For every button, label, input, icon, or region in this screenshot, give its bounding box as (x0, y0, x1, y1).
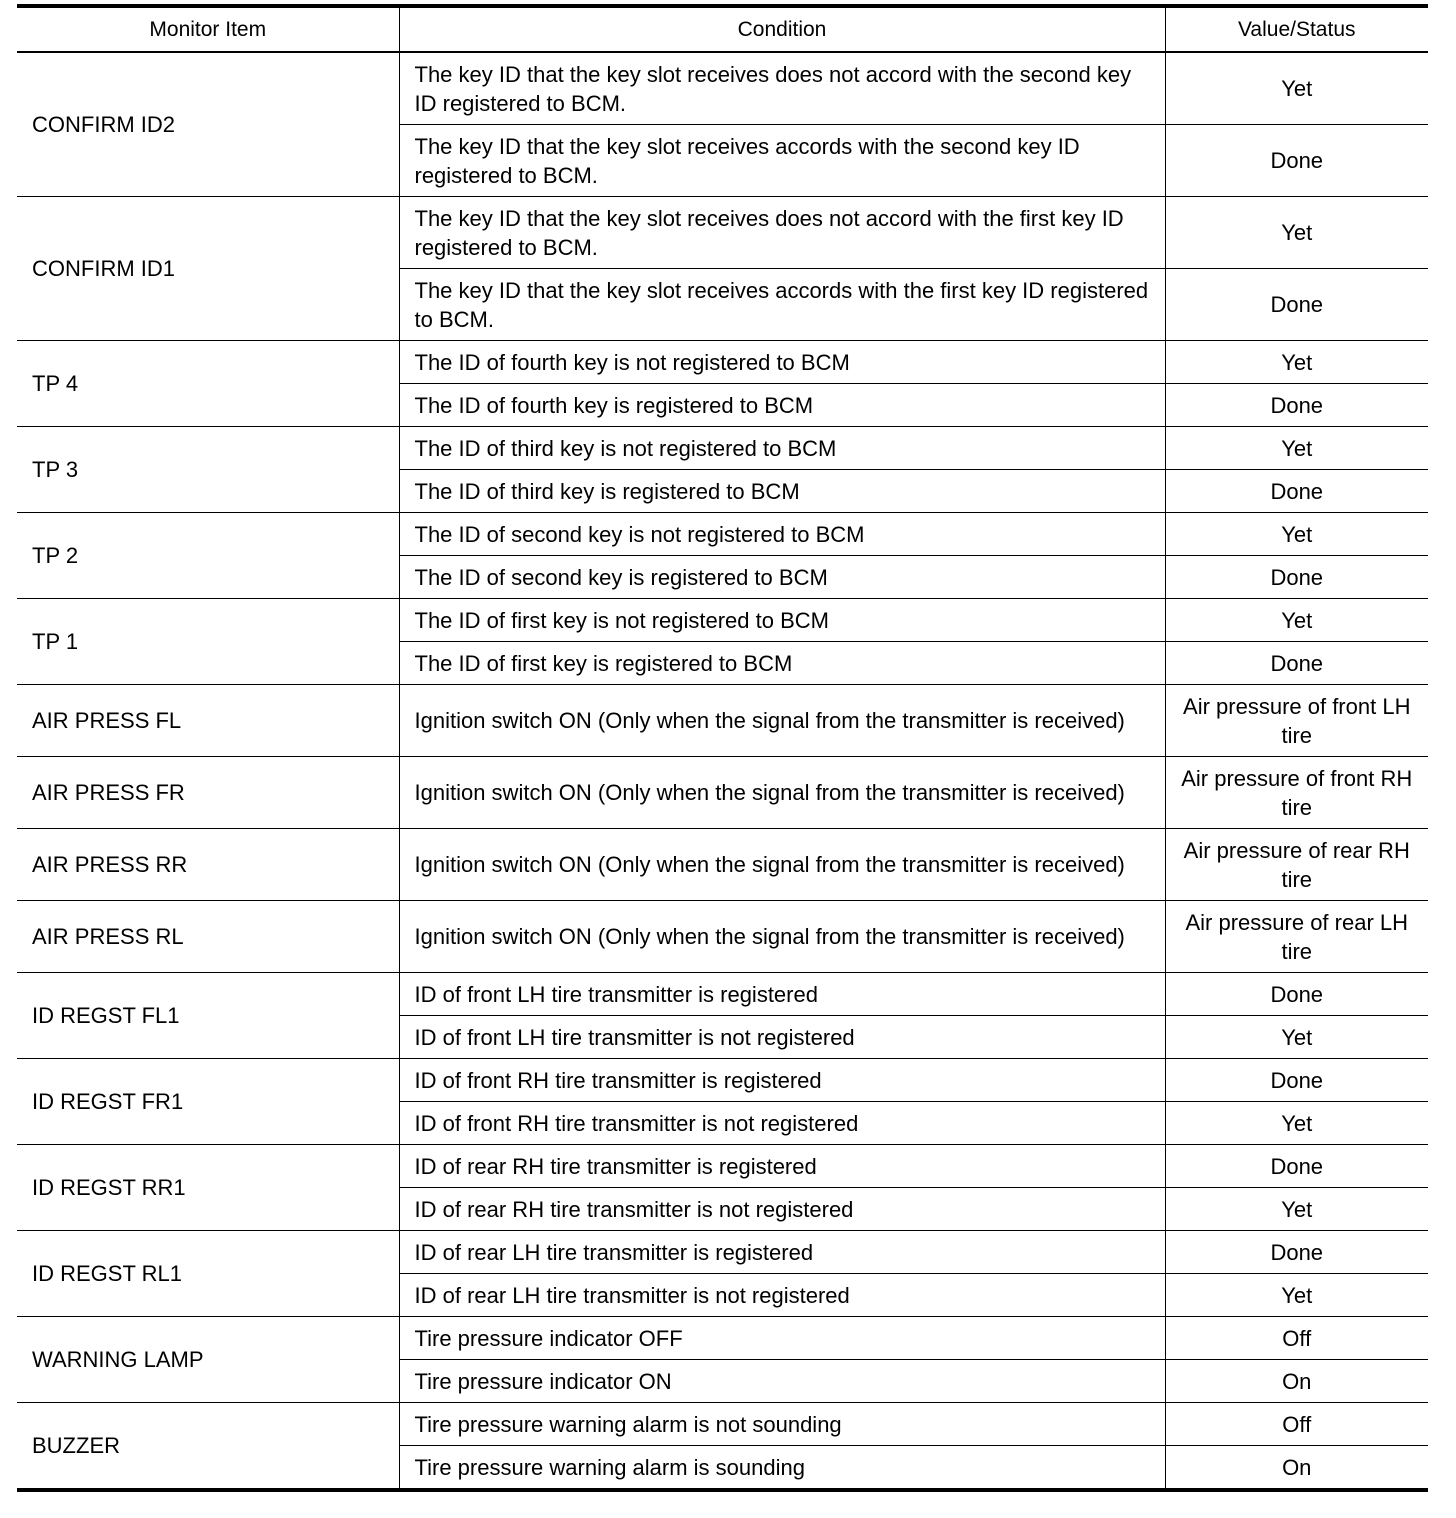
table-row (17, 1145, 1428, 1188)
condition-cell: ID of rear RH tire transmitter is not registered (399, 1188, 1165, 1231)
table-row (17, 197, 1428, 269)
monitor-table (17, 4, 1428, 1492)
value-status-cell: Done (1165, 1145, 1428, 1188)
monitor-item-cell: CONFIRM ID2 (17, 52, 399, 197)
value-status-cell: Off (1165, 1317, 1428, 1360)
monitor-item-cell: ID REGST FL1 (17, 973, 399, 1059)
table-row (17, 1317, 1428, 1360)
condition-cell: Tire pressure indicator ON (399, 1360, 1165, 1403)
table-row (17, 685, 1428, 757)
condition-cell: The key ID that the key slot receives does not accord with the first key ID registered to BCM. (399, 197, 1165, 269)
condition-cell: Ignition switch ON (Only when the signal from the transmitter is received) (399, 829, 1165, 901)
monitor-item-cell: ID REGST FR1 (17, 1059, 399, 1145)
value-status-cell: Done (1165, 1059, 1428, 1102)
table-body (17, 52, 1428, 1490)
condition-cell: Tire pressure warning alarm is sounding (399, 1446, 1165, 1491)
monitor-item-cell: AIR PRESS RR (17, 829, 399, 901)
monitor-item-cell: TP 2 (17, 513, 399, 599)
value-status-cell: Done (1165, 470, 1428, 513)
condition-cell: The key ID that the key slot receives accords with the first key ID registered to BCM. (399, 269, 1165, 341)
condition-cell: The ID of second key is not registered to BCM (399, 513, 1165, 556)
value-status-cell: Yet (1165, 599, 1428, 642)
value-status-cell: Done (1165, 556, 1428, 599)
value-status-cell: Air pressure of rear LH tire (1165, 901, 1428, 973)
value-status-cell: Yet (1165, 1274, 1428, 1317)
value-status-cell: Air pressure of front RH tire (1165, 757, 1428, 829)
value-status-cell: Yet (1165, 52, 1428, 125)
condition-cell: Ignition switch ON (Only when the signal from the transmitter is received) (399, 685, 1165, 757)
value-status-cell: Done (1165, 642, 1428, 685)
table-row (17, 52, 1428, 125)
value-status-cell: Done (1165, 269, 1428, 341)
monitor-item-cell: TP 3 (17, 427, 399, 513)
condition-cell: ID of rear LH tire transmitter is registered (399, 1231, 1165, 1274)
value-status-cell: Air pressure of front LH tire (1165, 685, 1428, 757)
value-status-cell: Done (1165, 125, 1428, 197)
condition-cell: The key ID that the key slot receives accords with the second key ID registered to BCM. (399, 125, 1165, 197)
monitor-item-cell: AIR PRESS RL (17, 901, 399, 973)
table-row (17, 427, 1428, 470)
table-row (17, 341, 1428, 384)
value-status-cell: Yet (1165, 1188, 1428, 1231)
monitor-item-cell: WARNING LAMP (17, 1317, 399, 1403)
value-status-cell: On (1165, 1360, 1428, 1403)
table-row (17, 1231, 1428, 1274)
header-monitor-item: Monitor Item (17, 6, 399, 52)
monitor-item-cell: ID REGST RR1 (17, 1145, 399, 1231)
value-status-cell: Yet (1165, 341, 1428, 384)
value-status-cell: Done (1165, 973, 1428, 1016)
table-header-row (17, 6, 1428, 52)
condition-cell: Tire pressure warning alarm is not sounding (399, 1403, 1165, 1446)
monitor-item-cell: BUZZER (17, 1403, 399, 1491)
monitor-item-cell: CONFIRM ID1 (17, 197, 399, 341)
value-status-cell: On (1165, 1446, 1428, 1491)
table-row (17, 973, 1428, 1016)
value-status-cell: Yet (1165, 197, 1428, 269)
condition-cell: The ID of first key is not registered to BCM (399, 599, 1165, 642)
condition-cell: The key ID that the key slot receives does not accord with the second key ID registered to BCM. (399, 52, 1165, 125)
condition-cell: The ID of first key is registered to BCM (399, 642, 1165, 685)
monitor-item-cell: TP 4 (17, 341, 399, 427)
table-row (17, 1059, 1428, 1102)
condition-cell: The ID of second key is registered to BCM (399, 556, 1165, 599)
condition-cell: ID of front RH tire transmitter is not registered (399, 1102, 1165, 1145)
table-row (17, 599, 1428, 642)
table-row (17, 1403, 1428, 1446)
value-status-cell: Done (1165, 384, 1428, 427)
table-row (17, 513, 1428, 556)
condition-cell: Ignition switch ON (Only when the signal from the transmitter is received) (399, 901, 1165, 973)
monitor-item-cell: AIR PRESS FR (17, 757, 399, 829)
monitor-item-cell: AIR PRESS FL (17, 685, 399, 757)
monitor-item-cell: ID REGST RL1 (17, 1231, 399, 1317)
value-status-cell: Done (1165, 1231, 1428, 1274)
value-status-cell: Yet (1165, 1102, 1428, 1145)
monitor-item-cell: TP 1 (17, 599, 399, 685)
table-row (17, 757, 1428, 829)
value-status-cell: Off (1165, 1403, 1428, 1446)
condition-cell: ID of front RH tire transmitter is registered (399, 1059, 1165, 1102)
condition-cell: ID of rear RH tire transmitter is registered (399, 1145, 1165, 1188)
value-status-cell: Air pressure of rear RH tire (1165, 829, 1428, 901)
condition-cell: ID of rear LH tire transmitter is not registered (399, 1274, 1165, 1317)
value-status-cell: Yet (1165, 513, 1428, 556)
table-row (17, 829, 1428, 901)
condition-cell: Tire pressure indicator OFF (399, 1317, 1165, 1360)
table-row (17, 901, 1428, 973)
condition-cell: ID of front LH tire transmitter is registered (399, 973, 1165, 1016)
condition-cell: The ID of third key is not registered to BCM (399, 427, 1165, 470)
condition-cell: The ID of third key is registered to BCM (399, 470, 1165, 513)
value-status-cell: Yet (1165, 1016, 1428, 1059)
condition-cell: Ignition switch ON (Only when the signal from the transmitter is received) (399, 757, 1165, 829)
value-status-cell: Yet (1165, 427, 1428, 470)
condition-cell: ID of front LH tire transmitter is not registered (399, 1016, 1165, 1059)
condition-cell: The ID of fourth key is registered to BCM (399, 384, 1165, 427)
header-condition: Condition (399, 6, 1165, 52)
header-value-status: Value/Status (1165, 6, 1428, 52)
condition-cell: The ID of fourth key is not registered to BCM (399, 341, 1165, 384)
